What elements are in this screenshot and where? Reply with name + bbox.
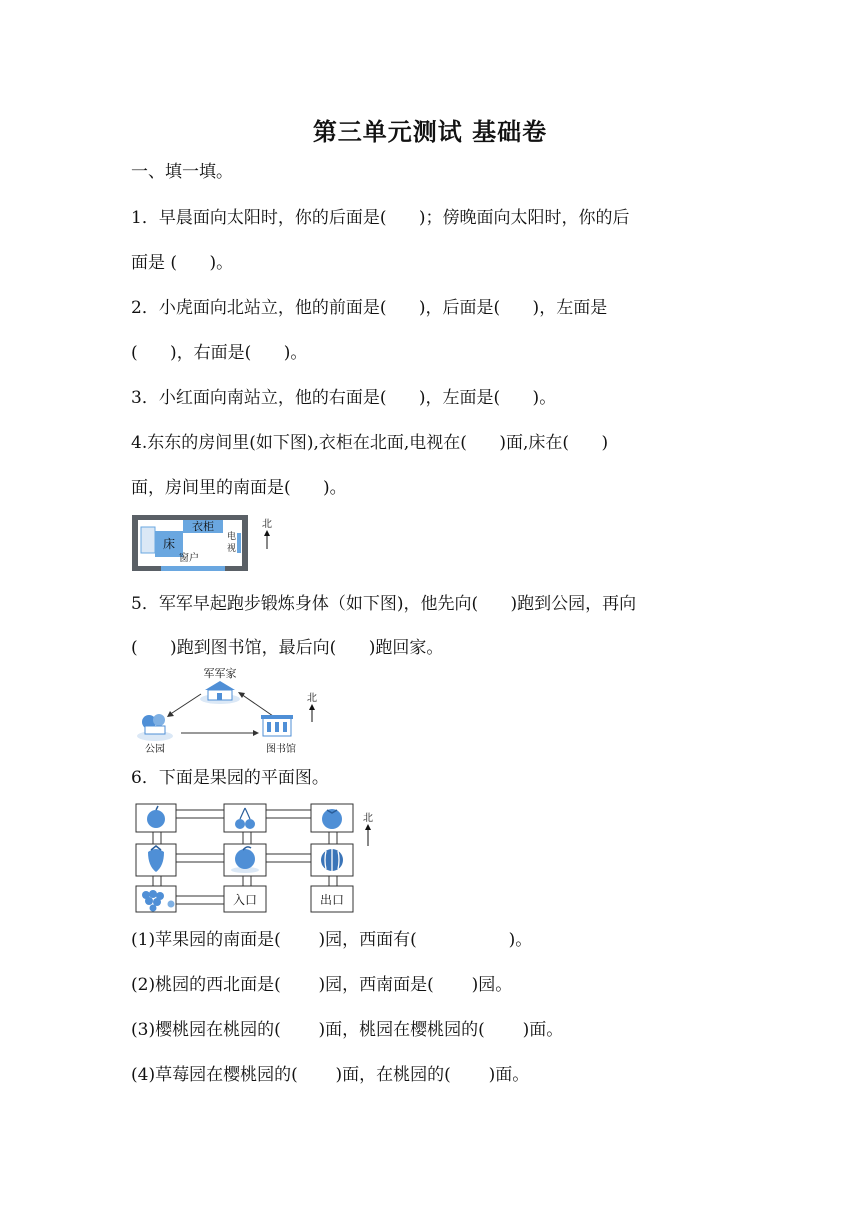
home-label: 军军家 <box>203 667 237 680</box>
route-figure <box>131 664 341 758</box>
library-icon <box>261 715 293 736</box>
park-label: 公园 <box>145 744 165 755</box>
section-heading: 一、填一填。 <box>131 162 233 182</box>
wardrobe-label: 衣柜 <box>192 520 214 533</box>
window <box>161 566 225 571</box>
watermelon-icon <box>321 849 343 871</box>
question-2-line-2: ( )，右面是( )。 <box>131 343 308 363</box>
park-icon <box>137 714 173 741</box>
north-label: 北 <box>262 519 272 530</box>
route-home-to-park <box>169 694 201 715</box>
north-arrowhead-icon <box>365 824 371 830</box>
question-3-line-1: 3．小红面向南站立，他的右面是( )，左面是( )。 <box>131 388 557 408</box>
bed-pillow <box>141 527 155 553</box>
question-6-sub-4: (4)草莓园在樱桃园的( )面，在桃园的( )面。 <box>131 1065 530 1085</box>
question-6-sub-1: (1)苹果园的南面是( )园，西面有( )。 <box>131 930 533 950</box>
route-library-to-home <box>241 694 273 716</box>
house-icon <box>200 681 240 704</box>
question-4-line-2: 面，房间里的南面是( )。 <box>131 478 347 498</box>
route-arrow-2-icon <box>253 730 259 736</box>
window-label: 窗户 <box>179 553 199 564</box>
page-title: 第三单元测试 基础卷 <box>312 118 548 146</box>
north-label: 北 <box>307 693 317 704</box>
entrance-label: 入口 <box>232 893 258 907</box>
question-6-sub-2: (2)桃园的西北面是( )园，西南面是( )园。 <box>131 975 513 995</box>
north-arrowhead-icon <box>309 704 315 710</box>
question-5-line-2: ( )跑到图书馆，最后向( )跑回家。 <box>131 638 444 658</box>
question-6-sub-3: (3)樱桃园在桃园的( )面，桃园在樱桃园的( )面。 <box>131 1020 564 1040</box>
question-4-line-1: 4.东东的房间里(如下图),衣柜在北面,电视在( )面,床在( ) <box>131 433 609 453</box>
tomato-icon <box>322 809 342 829</box>
exit-label: 出口 <box>319 893 345 907</box>
bed-label: 床 <box>162 537 176 551</box>
library-label: 图书馆 <box>266 744 296 755</box>
orchard-figure <box>131 800 381 916</box>
north-arrowhead-icon <box>264 530 270 536</box>
question-5-line-1: 5．军军早起跑步锻炼身体（如下图)，他先向( )跑到公园，再向 <box>131 594 637 614</box>
tv-label-2: 视 <box>227 544 237 554</box>
question-1-line-1: 1．早晨面向太阳时，你的后面是( )；傍晚面向太阳时，你的后 <box>131 208 630 228</box>
room-figure <box>131 511 281 575</box>
question-1-line-2: 面是 ( )。 <box>131 253 234 273</box>
route-arrow-3-icon <box>238 692 245 698</box>
question-2-line-1: 2．小虎面向北站立，他的前面是( )，后面是( )，左面是 <box>131 298 608 318</box>
question-6-line-1: 6．下面是果园的平面图。 <box>131 768 329 788</box>
north-label: 北 <box>363 813 373 824</box>
tv <box>237 533 241 553</box>
tv-label-1: 电 <box>227 532 237 542</box>
